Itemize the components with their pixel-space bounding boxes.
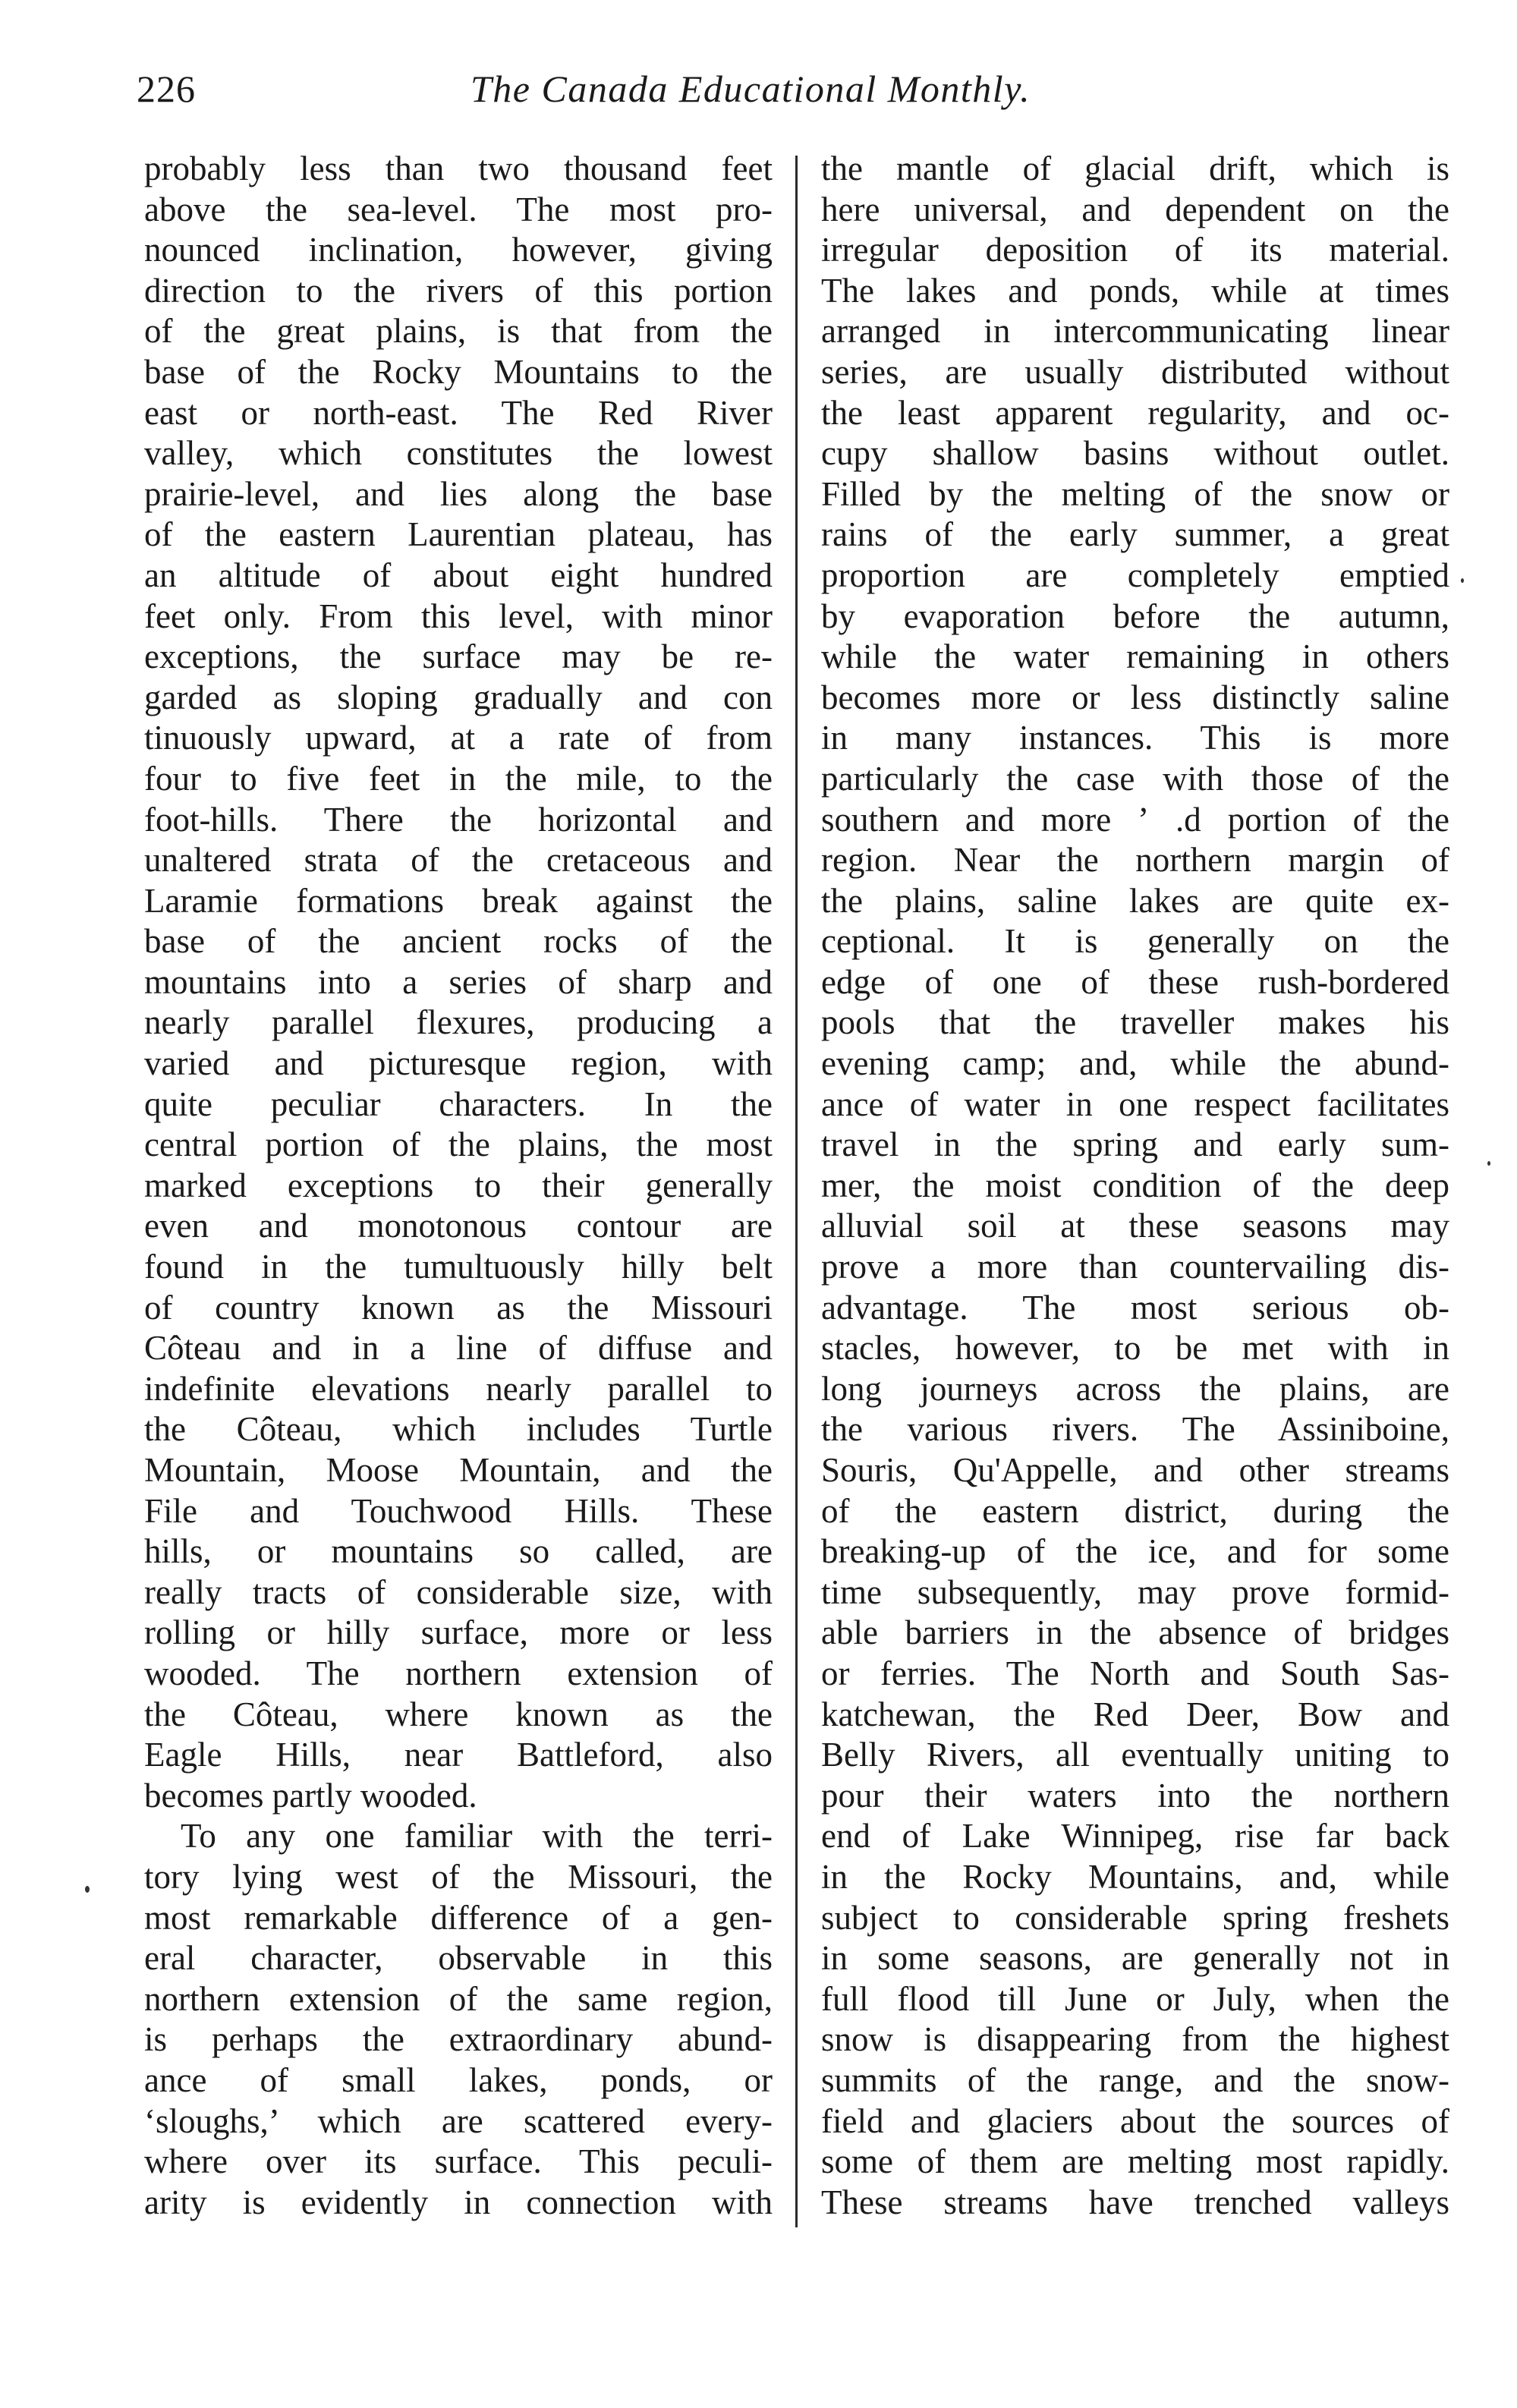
page-number: 226 bbox=[137, 68, 196, 110]
text-line: arity is evidently in connection with bbox=[144, 2183, 773, 2221]
text-line: found in the tumultuously hilly belt bbox=[144, 1248, 773, 1286]
text-line: The lakes and ponds, while at times bbox=[821, 271, 1449, 310]
text-line: Eagle Hills, near Battleford, also bbox=[144, 1736, 773, 1774]
text-line: nounced inclination, however, giving bbox=[144, 231, 773, 269]
text-line: even and monotonous contour are bbox=[144, 1207, 773, 1245]
text-line: rolling or hilly surface, more or less bbox=[144, 1613, 773, 1652]
text-line: cupy shallow basins without outlet. bbox=[821, 434, 1449, 473]
text-line: becomes partly wooded. bbox=[144, 1776, 477, 1815]
text-line: prove a more than countervailing dis- bbox=[821, 1248, 1449, 1286]
text-line: ance of small lakes, ponds, or bbox=[144, 2060, 773, 2099]
column-divider bbox=[795, 156, 798, 2227]
text-line: ance of water in one respect facilitates bbox=[821, 1084, 1449, 1123]
text-line: particularly the case with those of the bbox=[821, 759, 1449, 798]
text-line: long journeys across the plains, are bbox=[821, 1369, 1449, 1408]
text-line: in many instances. This is more bbox=[821, 719, 1449, 757]
text-line: indefinite elevations nearly parallel to bbox=[144, 1369, 773, 1408]
text-line: breaking-up of the ice, and for some bbox=[821, 1532, 1449, 1571]
text-line: irregular deposition of its material. bbox=[821, 231, 1449, 269]
text-line: in some seasons, are generally not in bbox=[821, 1939, 1449, 1978]
text-line: series, are usually distributed without bbox=[821, 352, 1449, 391]
text-line: subject to considerable spring freshets bbox=[821, 1898, 1449, 1937]
text-line: the plains, saline lakes are quite ex- bbox=[821, 881, 1449, 920]
text-line: Filled by the melting of the snow or bbox=[821, 474, 1449, 513]
margin-speck bbox=[1487, 1161, 1490, 1166]
text-line: File and Touchwood Hills. These bbox=[144, 1491, 773, 1530]
text-line: To any one familiar with the terri- bbox=[181, 1817, 773, 1856]
text-line: pour their waters into the northern bbox=[821, 1776, 1449, 1815]
text-line: hills, or mountains so called, are bbox=[144, 1532, 773, 1571]
text-line: probably less than two thousand feet bbox=[144, 150, 773, 187]
text-line: quite peculiar characters. In the bbox=[144, 1084, 773, 1123]
text-line: the Côteau, which includes Turtle bbox=[144, 1410, 773, 1449]
running-title: The Canada Educational Monthly. bbox=[471, 68, 1031, 110]
text-line: stacles, however, to be met with in bbox=[821, 1329, 1449, 1368]
text-line: These streams have trenched valleys bbox=[821, 2183, 1449, 2221]
text-line: Côteau and in a line of diffuse and bbox=[144, 1329, 773, 1368]
text-line: able barriers in the absence of bridges bbox=[821, 1613, 1449, 1652]
text-line: summits of the range, and the snow- bbox=[821, 2060, 1449, 2099]
text-line: rains of the early summer, a great bbox=[821, 515, 1449, 554]
text-line: of the eastern district, during the bbox=[821, 1491, 1449, 1530]
text-line: mountains into a series of sharp and bbox=[144, 962, 773, 1001]
text-line: some of them are melting most rapidly. bbox=[821, 2142, 1449, 2181]
text-line: four to five feet in the mile, to the bbox=[144, 759, 773, 798]
text-line: Belly Rivers, all eventually uniting to bbox=[821, 1736, 1449, 1774]
page-header bbox=[137, 67, 1381, 127]
text-line: of the eastern Laurentian plateau, has bbox=[144, 515, 773, 554]
text-line: exceptions, the surface may be re- bbox=[144, 637, 773, 676]
text-line: katchewan, the Red Deer, Bow and bbox=[821, 1695, 1449, 1733]
text-line: field and glaciers about the sources of bbox=[821, 2101, 1449, 2140]
text-line: by evaporation before the autumn, bbox=[821, 596, 1449, 635]
text-line: Souris, Qu'Appelle, and other streams bbox=[821, 1451, 1449, 1489]
text-line: the mantle of glacial drift, which is bbox=[821, 150, 1449, 187]
text-line: in the Rocky Mountains, and, while bbox=[821, 1857, 1449, 1896]
text-line: ceptional. It is generally on the bbox=[821, 922, 1449, 961]
text-line: garded as sloping gradually and con bbox=[144, 678, 773, 716]
text-line: advantage. The most serious ob- bbox=[821, 1288, 1449, 1327]
text-line: snow is disappearing from the highest bbox=[821, 2020, 1449, 2059]
text-line: really tracts of considerable size, with bbox=[144, 1572, 773, 1611]
text-line: evening camp; and, while the abund- bbox=[821, 1044, 1449, 1083]
text-line: valley, which constitutes the lowest bbox=[144, 434, 773, 473]
text-line: tinuously upward, at a rate of from bbox=[144, 719, 773, 757]
text-line: is perhaps the extraordinary abund- bbox=[144, 2020, 773, 2059]
text-line: Mountain, Moose Mountain, and the bbox=[144, 1451, 773, 1489]
text-line: foot-hills. There the horizontal and bbox=[144, 800, 773, 839]
text-line: end of Lake Winnipeg, rise far back bbox=[821, 1817, 1449, 1856]
text-line: an altitude of about eight hundred bbox=[144, 556, 773, 594]
text-line: marked exceptions to their generally bbox=[144, 1166, 773, 1204]
text-line: travel in the spring and early sum- bbox=[821, 1125, 1449, 1164]
text-line: wooded. The northern extension of bbox=[144, 1654, 773, 1692]
text-line: most remarkable difference of a gen- bbox=[144, 1898, 773, 1937]
text-line: nearly parallel flexures, producing a bbox=[144, 1003, 773, 1042]
text-line: arranged in intercommunicating linear bbox=[821, 312, 1449, 351]
text-line: base of the Rocky Mountains to the bbox=[144, 352, 773, 391]
text-line: pools that the traveller makes his bbox=[821, 1003, 1449, 1042]
text-line: proportion are completely emptied bbox=[821, 556, 1449, 594]
text-line: the various rivers. The Assiniboine, bbox=[821, 1410, 1449, 1449]
text-line: southern and more ʼ .d portion of the bbox=[821, 800, 1449, 839]
text-line: tory lying west of the Missouri, the bbox=[144, 1857, 773, 1896]
text-line: becomes more or less distinctly saline bbox=[821, 678, 1449, 716]
text-line: mer, the moist condition of the deep bbox=[821, 1166, 1449, 1204]
text-line: of the great plains, is that from the bbox=[144, 312, 773, 351]
text-line: edge of one of these rush-bordered bbox=[821, 962, 1449, 1001]
text-line: prairie-level, and lies along the base bbox=[144, 474, 773, 513]
text-line: full flood till June or July, when the bbox=[821, 1979, 1449, 2018]
text-line: unaltered strata of the cretaceous and bbox=[144, 841, 773, 880]
text-line: central portion of the plains, the most bbox=[144, 1125, 773, 1164]
right-column bbox=[821, 149, 1449, 2223]
margin-speck bbox=[1461, 578, 1464, 583]
left-column bbox=[144, 149, 773, 2223]
text-line: feet only. From this level, with minor bbox=[144, 596, 773, 635]
margin-speck bbox=[85, 1886, 90, 1893]
text-line: of country known as the Missouri bbox=[144, 1288, 773, 1327]
text-line: above the sea-level. The most pro- bbox=[144, 190, 773, 228]
text-line: alluvial soil at these seasons may bbox=[821, 1207, 1449, 1245]
text-line: northern extension of the same region, bbox=[144, 1979, 773, 2018]
text-line: Laramie formations break against the bbox=[144, 881, 773, 920]
text-line: direction to the rivers of this portion bbox=[144, 271, 773, 310]
text-line: eral character, observable in this bbox=[144, 1939, 773, 1978]
text-line: east or north-east. The Red River bbox=[144, 393, 773, 432]
text-line: while the water remaining in others bbox=[821, 637, 1449, 676]
text-line: where over its surface. This peculi- bbox=[144, 2142, 773, 2181]
text-line: the least apparent regularity, and oc- bbox=[821, 393, 1449, 432]
text-line: base of the ancient rocks of the bbox=[144, 922, 773, 961]
text-line: varied and picturesque region, with bbox=[144, 1044, 773, 1083]
text-line: time subsequently, may prove formid- bbox=[821, 1572, 1449, 1611]
text-line: ‘sloughs,’ which are scattered every- bbox=[144, 2101, 773, 2140]
text-line: here universal, and dependent on the bbox=[821, 190, 1449, 228]
text-line: the Côteau, where known as the bbox=[144, 1695, 773, 1733]
text-line: or ferries. The North and South Sas- bbox=[821, 1654, 1449, 1692]
text-line: region. Near the northern margin of bbox=[821, 841, 1449, 880]
